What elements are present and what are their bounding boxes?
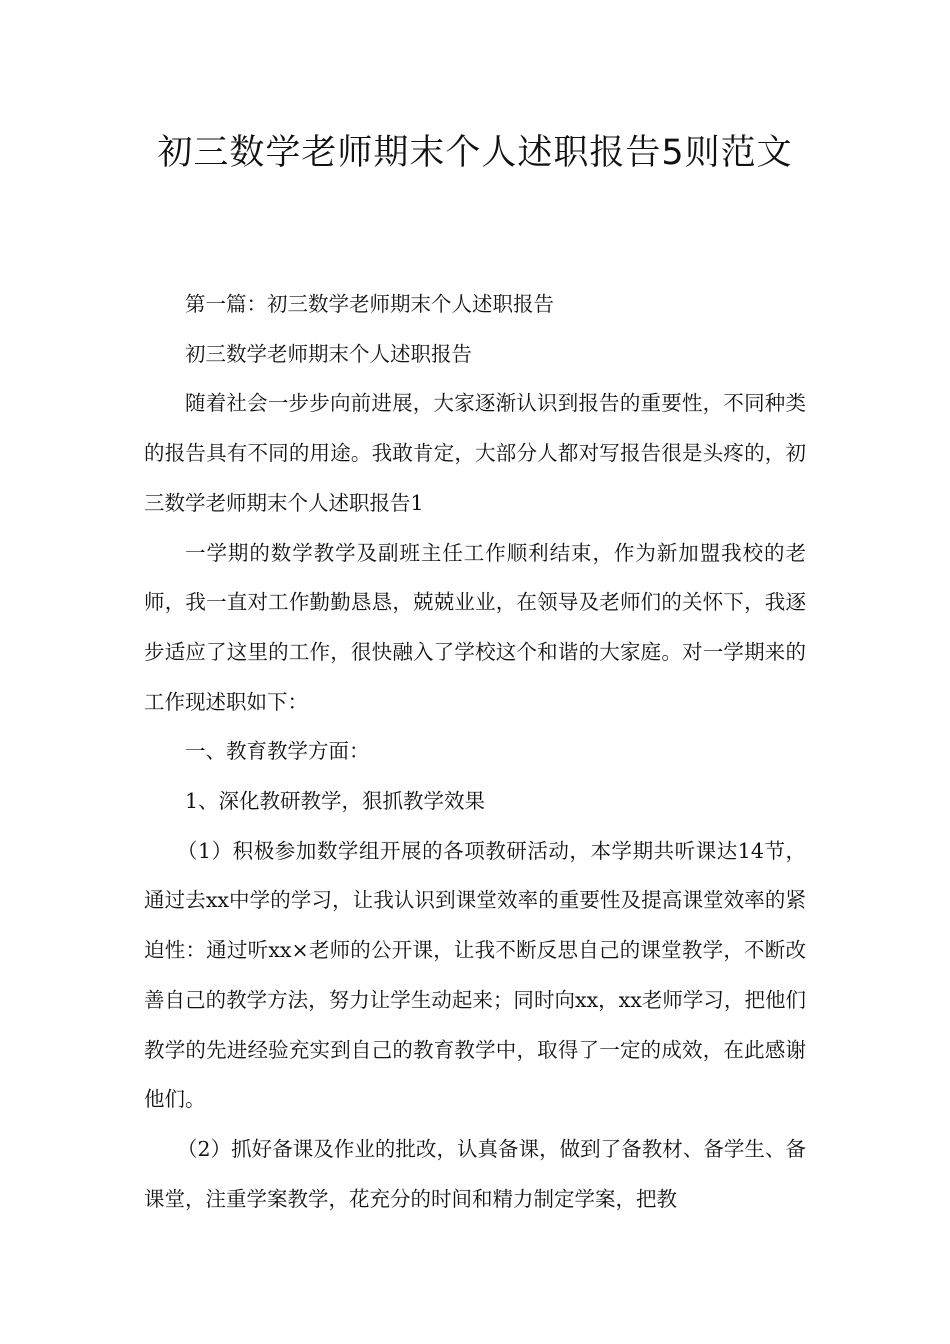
document-title: 初三数学老师期末个人述职报告5则范文 (157, 133, 793, 173)
paragraph-item-1: （1）积极参加数学组开展的各项教研活动，本学期共听课达14节，通过去xx中学的学习，让我认识到课堂效率的重要性及提高课堂效率的紧迫性：通过听xx×老师的公开课，让我不断反思自己的课堂教学，不断改善自己的教学方法，努力让学生动起来；同时向xx，xx老师学习，把他们教学的先进经验充实到自己的教育教学中，取得了一定的成效，在此感谢他们。 (144, 838, 806, 1112)
paragraph-heading-research: 1、深化教研教学，狠抓教学效果 (185, 789, 486, 814)
paragraph-section-heading: 第一篇：初三数学老师期末个人述职报告 (185, 292, 554, 316)
paragraph-subtitle: 初三数学老师期末个人述职报告 (185, 341, 472, 366)
paragraph-overview: 一学期的数学教学及副班主任工作顺利结束，作为新加盟我校的老师，我一直对工作勤勤恳恳，兢兢业业，在领导及老师们的关怀下，我逐步适应了这里的工作，很快融入了学校这个和谐的大家庭。对一学期来的工作现述职如下： (144, 540, 806, 714)
paragraph-intro: 随着社会一步步向前进展，大家逐渐认识到报告的重要性，不同种类的报告具有不同的用途。我敢肯定，大部分人都对写报告很是头疼的，初三数学老师期末个人述职报告1 (144, 391, 806, 515)
paragraph-item-2: （2）抓好备课及作业的批改，认真备课，做到了备教材、备学生、备课堂，注重学案教学，花充分的时间和精力制定学案，把教 (144, 1136, 806, 1211)
document-body (144, 280, 806, 1224)
paragraph-heading-teaching: 一、教育教学方面： (185, 739, 370, 764)
